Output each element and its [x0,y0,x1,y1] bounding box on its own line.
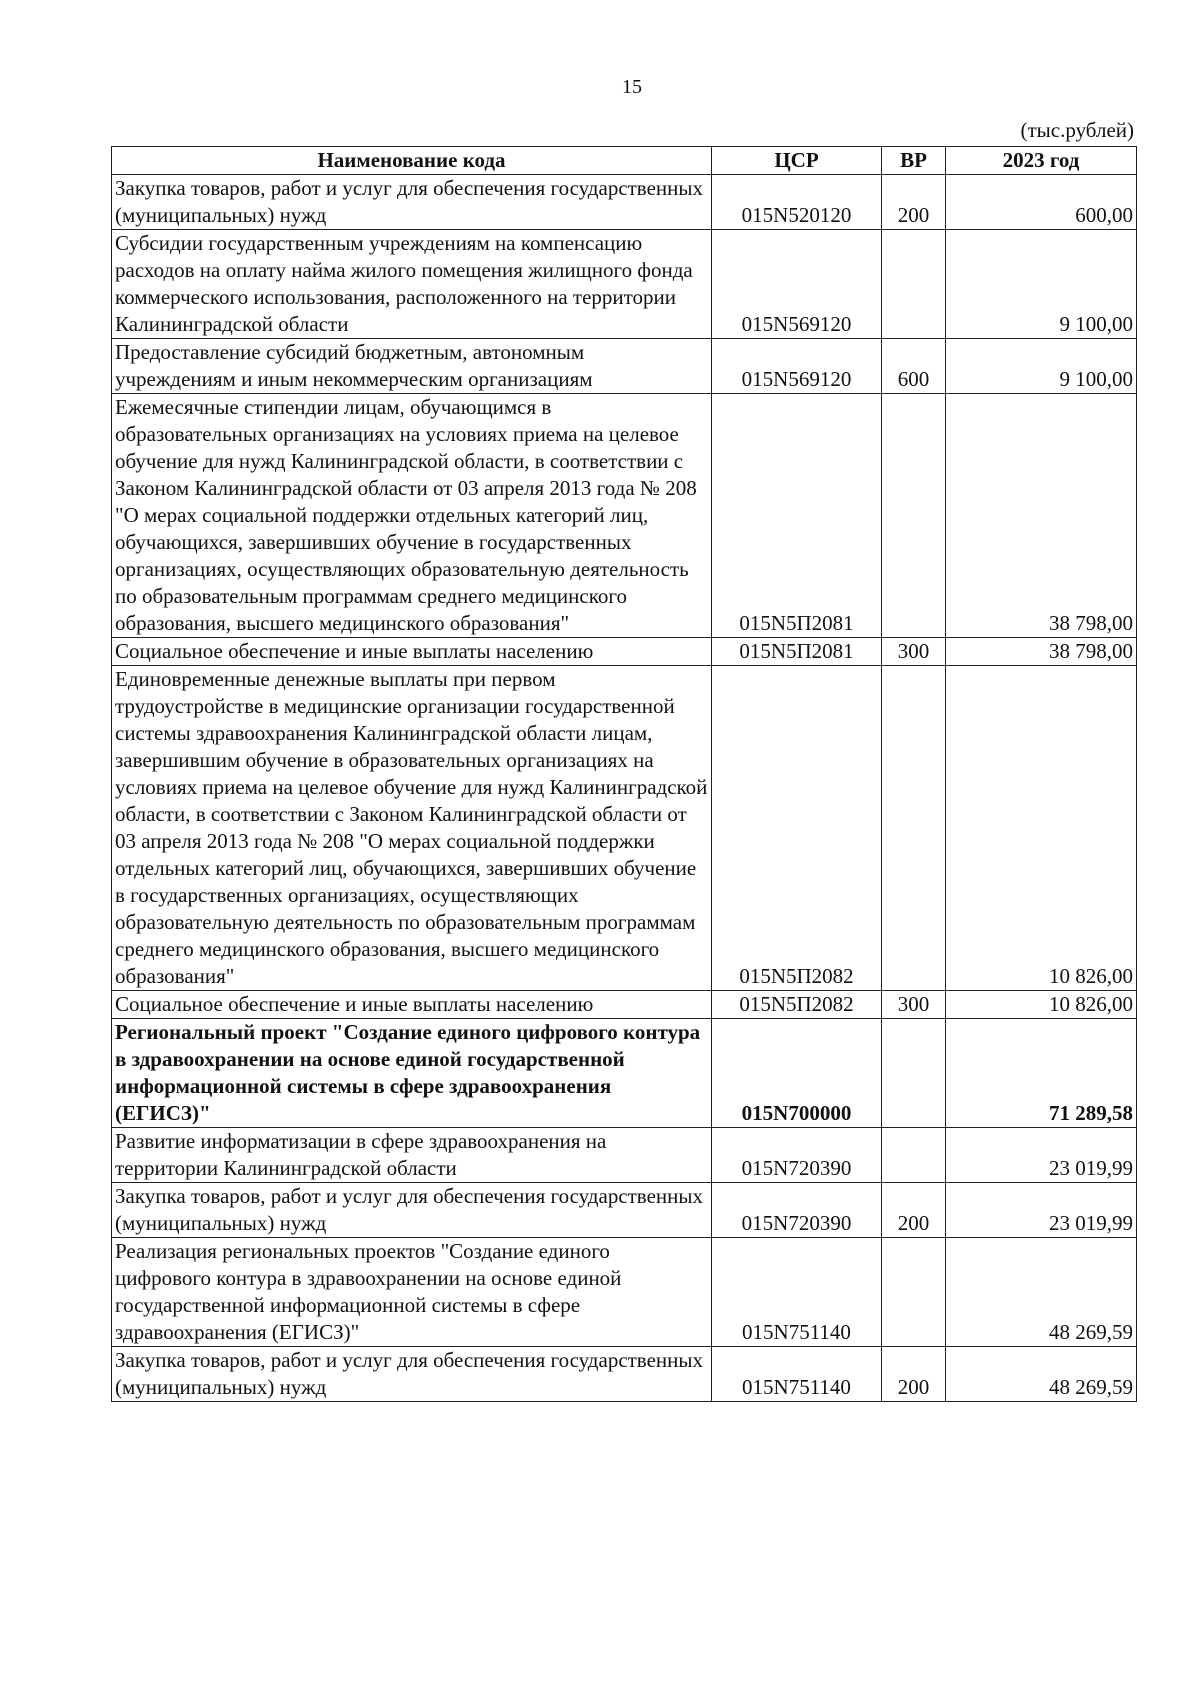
cell-amount: 48 269,59 [946,1347,1137,1402]
cell-amount: 48 269,59 [946,1238,1137,1347]
cell-name: Реализация региональных проектов "Создание единого цифрового контура в здравоохранении на основе единой государственной информационной системы в сфере здравоохранения (ЕГИСЗ)" [112,1238,712,1347]
cell-amount: 71 289,58 [946,1019,1137,1128]
cell-csr: 015N5П2081 [712,394,882,638]
cell-name: Ежемесячные стипендии лицам, обучающимся в образовательных организациях на условиях приема на целевое обучение для нужд Калининградской области, в соответствии с Законом Калининградской области от 03 апреля 2013 года № 208 "О мерах социальной поддержки отдельных категорий лиц, обучающихся, завершивших обучение в государственных организациях, осуществляющих образовательную деятельность по образовательным программам среднего медицинского образования, высшего медицинского образования" [112,394,712,638]
cell-vr [882,1019,946,1128]
table-row [112,230,1137,339]
cell-name: Закупка товаров, работ и услуг для обеспечения государственных (муниципальных) нужд [112,1347,712,1402]
table-row [112,1347,1137,1402]
cell-name: Субсидии государственным учреждениям на компенсацию расходов на оплату найма жилого помещения жилищного фонда коммерческого использования, расположенного на территории Калининградской области [112,230,712,339]
cell-csr: 015N5П2082 [712,991,882,1019]
cell-vr: 200 [882,1183,946,1238]
table-header-row [112,147,1137,175]
cell-vr: 300 [882,638,946,666]
cell-amount: 23 019,99 [946,1128,1137,1183]
cell-vr [882,1128,946,1183]
budget-table [111,146,1137,1402]
table-row [112,1183,1137,1238]
table-row [112,1128,1137,1183]
cell-name: Предоставление субсидий бюджетным, автономным учреждениям и иным некоммерческим организациям [112,339,712,394]
table-row [112,394,1137,638]
cell-csr: 015N751140 [712,1347,882,1402]
cell-amount: 10 826,00 [946,991,1137,1019]
cell-vr [882,1238,946,1347]
cell-csr: 015N700000 [712,1019,882,1128]
cell-amount: 600,00 [946,175,1137,230]
cell-name: Социальное обеспечение и иные выплаты населению [112,991,712,1019]
units-label: (тыс.рублей) [1020,118,1134,142]
cell-vr [882,394,946,638]
cell-name: Развитие информатизации в сфере здравоохранения на территории Калининградской области [112,1128,712,1183]
cell-name: Закупка товаров, работ и услуг для обеспечения государственных (муниципальных) нужд [112,1183,712,1238]
cell-csr: 015N720390 [712,1128,882,1183]
cell-csr: 015N569120 [712,230,882,339]
cell-amount: 9 100,00 [946,339,1137,394]
header-name: Наименование кода [112,147,712,175]
header-csr: ЦСР [712,147,882,175]
cell-vr: 600 [882,339,946,394]
header-vr: ВР [882,147,946,175]
cell-amount: 38 798,00 [946,394,1137,638]
cell-name: Закупка товаров, работ и услуг для обеспечения государственных (муниципальных) нужд [112,175,712,230]
cell-csr: 015N720390 [712,1183,882,1238]
cell-amount: 38 798,00 [946,638,1137,666]
cell-csr: 015N751140 [712,1238,882,1347]
cell-vr: 200 [882,175,946,230]
table-row [112,175,1137,230]
table-row [112,991,1137,1019]
cell-csr: 015N569120 [712,339,882,394]
table-row [112,1238,1137,1347]
cell-vr [882,230,946,339]
header-year: 2023 год [946,147,1137,175]
cell-vr [882,666,946,991]
cell-name: Социальное обеспечение и иные выплаты населению [112,638,712,666]
cell-amount: 23 019,99 [946,1183,1137,1238]
cell-amount: 9 100,00 [946,230,1137,339]
table-row [112,638,1137,666]
cell-csr: 015N520120 [712,175,882,230]
cell-vr: 300 [882,991,946,1019]
cell-name: Единовременные денежные выплаты при первом трудоустройстве в медицинские организации государственной системы здравоохранения Калининградской области лицам, завершившим обучение в образовательных организациях на условиях приема на целевое обучение для нужд Калининградской области, в соответствии с Законом Калининградской области от 03 апреля 2013 года № 208 "О мерах социальной поддержки отдельных категорий лиц, обучающихся, завершивших обучение в государственных организациях, осуществляющих образовательную деятельность по образовательным программам среднего медицинского образования, высшего медицинского образования" [112,666,712,991]
page-number: 15 [622,76,642,98]
cell-csr: 015N5П2081 [712,638,882,666]
cell-csr: 015N5П2082 [712,666,882,991]
cell-vr: 200 [882,1347,946,1402]
table-row [112,666,1137,991]
table-row [112,339,1137,394]
cell-amount: 10 826,00 [946,666,1137,991]
table-row [112,1019,1137,1128]
cell-name: Региональный проект "Создание единого цифрового контура в здравоохранении на основе единой государственной информационной системы в сфере здравоохранения (ЕГИСЗ)" [112,1019,712,1128]
